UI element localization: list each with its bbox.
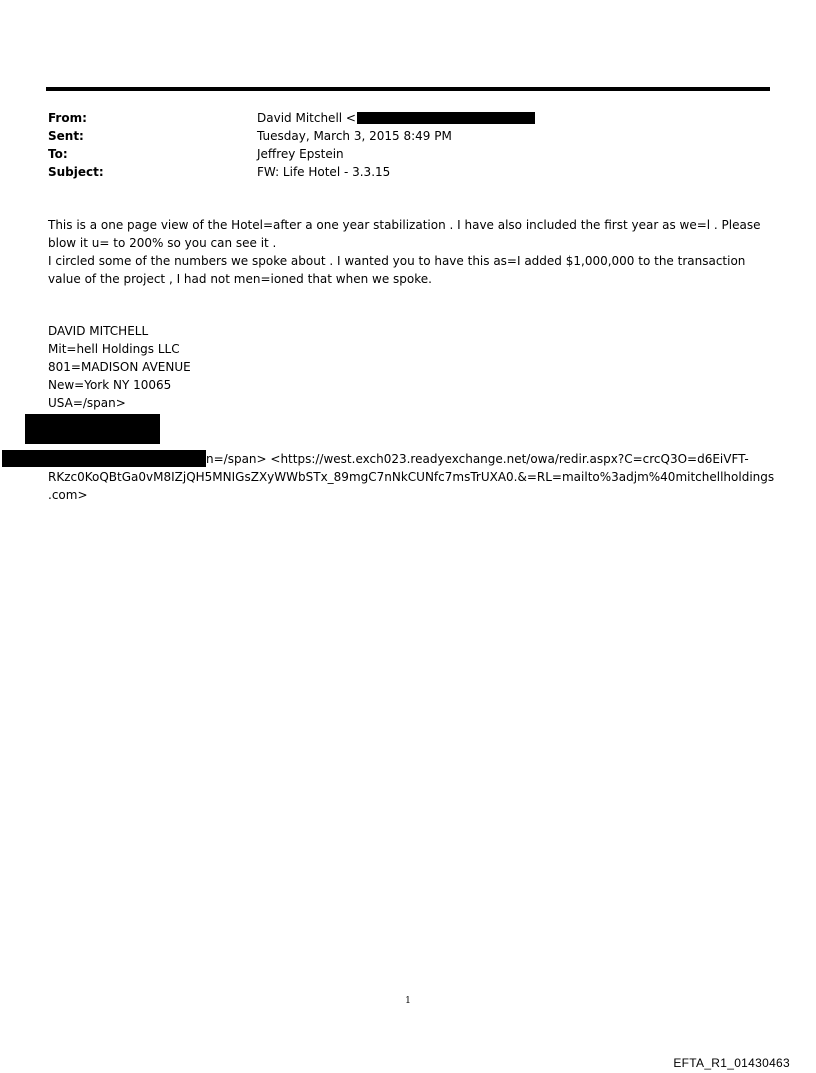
signature-company: Mit=hell Holdings LLC — [48, 342, 180, 356]
signature-block — [48, 322, 191, 412]
page-number: 1 — [405, 996, 411, 1006]
to-label: To: — [48, 147, 68, 161]
signature-city: New=York NY 10065 — [48, 378, 172, 392]
subject-label: Subject: — [48, 165, 104, 179]
signature-street: 801=MADISON AVENUE — [48, 360, 191, 374]
link-text-line: .com> — [48, 488, 88, 502]
signature-name: DAVID MITCHELL — [48, 324, 149, 338]
signature-country: USA=/span> — [48, 396, 126, 410]
link-text-line: n=/span> <https://west.exch023.readyexchange.net/owa/redir.aspx?C=crcQ3O=d6EiVFT- — [206, 452, 749, 466]
from-value — [257, 109, 535, 127]
document-id: EFTA_R1_01430463 — [673, 1056, 790, 1070]
link-text-line: RKzc0KoQBtGa0vM8IZjQH5MNIGsZXyWWbSTx_89mgC7nNkCUNfc7msTrUXA0.&=RL=mailto%3adjm%40mitchellholdings — [48, 470, 775, 484]
redaction-bar — [25, 414, 160, 444]
subject-value: FW: Life Hotel - 3.3.15 — [257, 165, 391, 179]
to-value: Jeffrey Epstein — [257, 147, 344, 161]
body-paragraph: This is a one page view of the Hotel=after a one year stabilization . I have also included the first year as we=l . Please blow it u= to 200% so you can see it . — [48, 218, 761, 250]
header-rule — [46, 87, 770, 91]
redaction-bar — [2, 450, 206, 467]
from-name: David Mitchell < — [257, 111, 356, 125]
sent-value: Tuesday, March 3, 2015 8:49 PM — [257, 129, 452, 143]
sent-label: Sent: — [48, 129, 84, 143]
from-label: From: — [48, 111, 87, 125]
redaction-bar — [357, 112, 535, 124]
body-paragraph: I circled some of the numbers we spoke about . I wanted you to have this as=I added $1,000,000 to the transaction value of the project , I had not men=ioned that when we spoke. — [48, 254, 746, 286]
email-body — [48, 216, 773, 288]
